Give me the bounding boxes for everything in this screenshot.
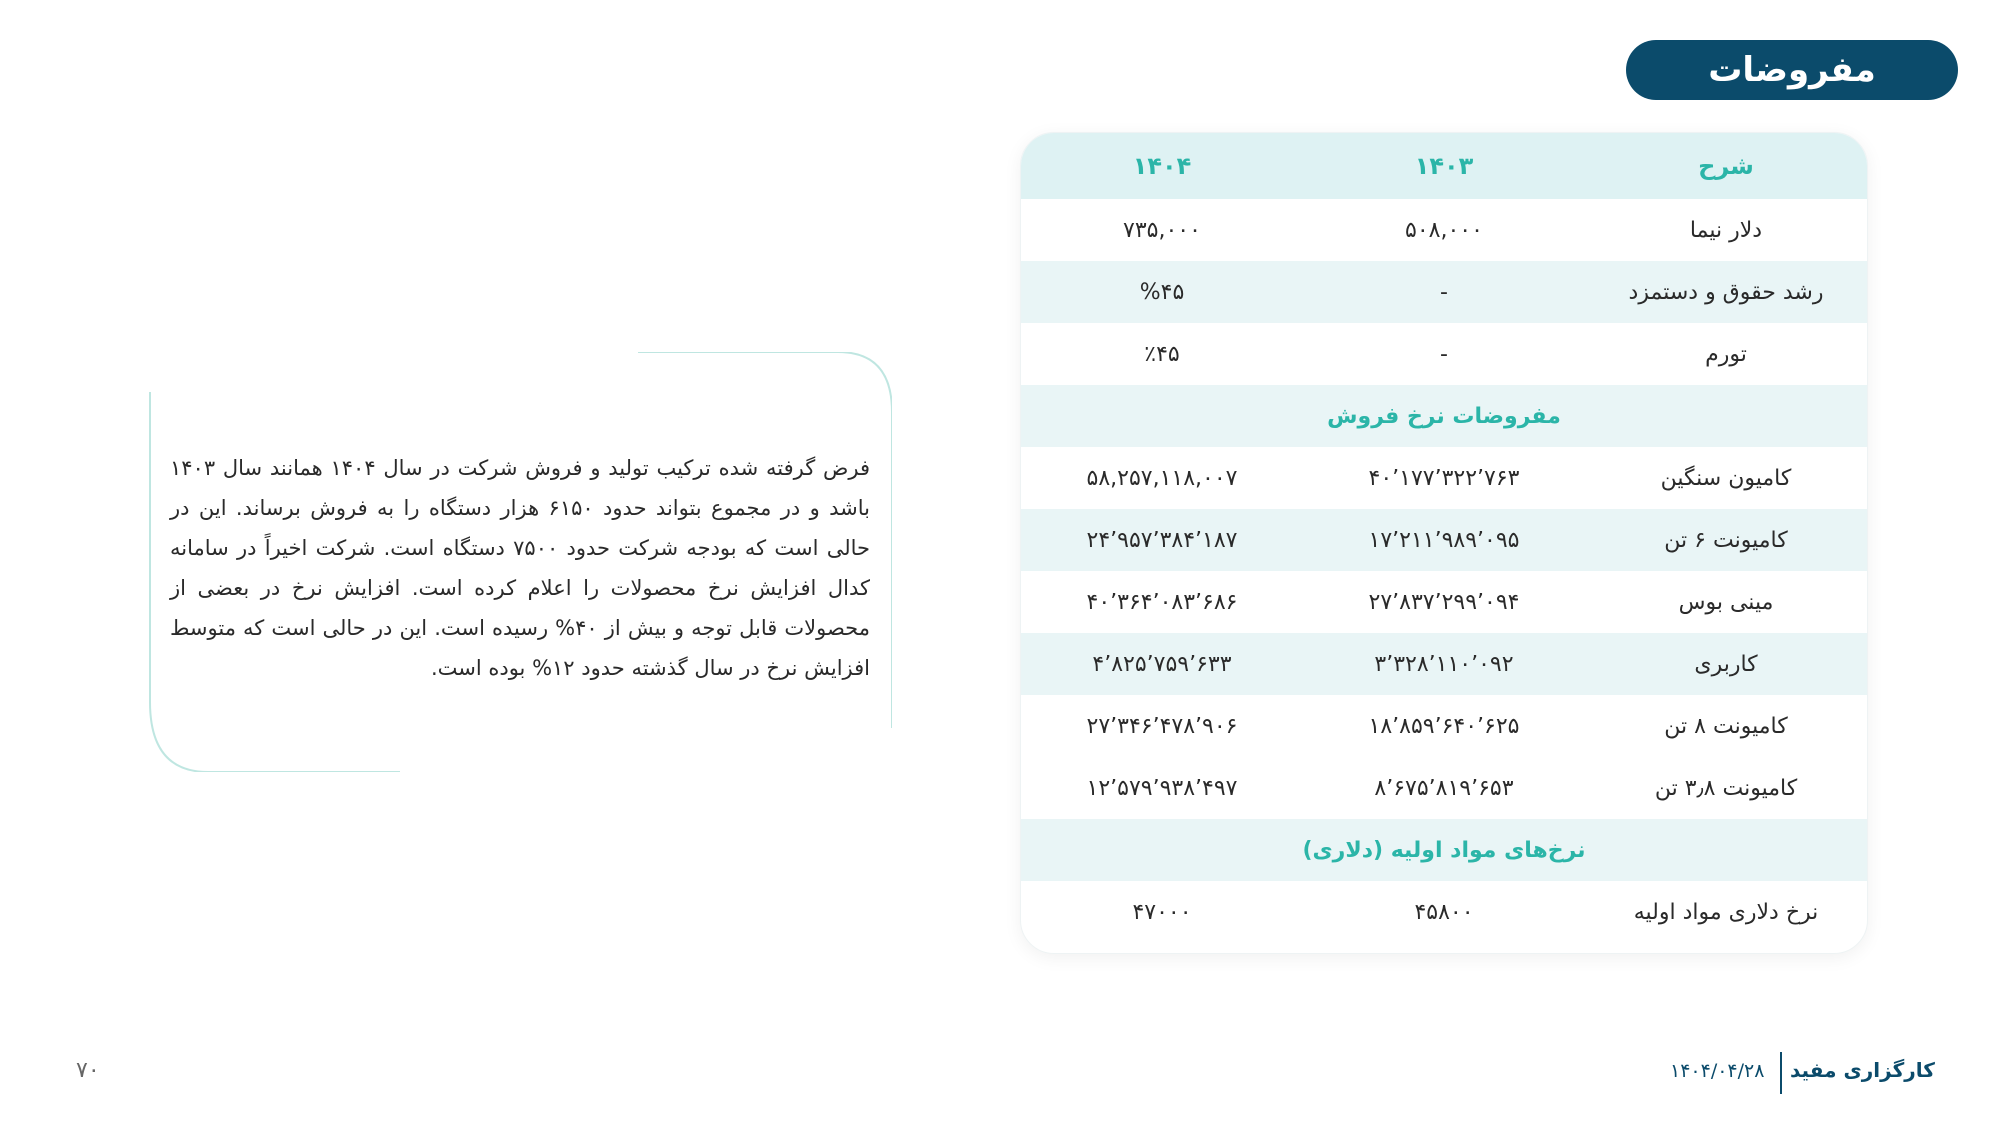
row-value-1403: ۱۸٬۸۵۹٬۶۴۰٬۶۲۵ (1368, 713, 1520, 739)
table-row (1021, 199, 1867, 261)
section-header-sales (1021, 385, 1867, 447)
row-desc: مینی بوس (1678, 589, 1774, 615)
table-row (1021, 633, 1867, 695)
row-desc: کاربری (1694, 651, 1758, 677)
row-value-1404: %۴۵ (1139, 279, 1185, 305)
row-value-1404: ۵۸,۲۵۷,۱۱۸,۰۰۷ (1086, 465, 1238, 491)
row-value-1403: ۴۰٬۱۷۷٬۳۲۲٬۷۶۳ (1368, 465, 1520, 491)
row-value-1403: ۲۷٬۸۳۷٬۲۹۹٬۰۹۴ (1368, 589, 1520, 615)
row-desc: رشد حقوق و دستمزد (1628, 279, 1824, 305)
note-text: فرض گرفته شده ترکیب تولید و فروش شرکت در سال ۱۴۰۴ همانند سال ۱۴۰۳ باشد و در مجموع بتواند حدود ۶۱۵۰ هزار دستگاه را به فروش برساند. این در حالی است که بودجه شرکت حدود ۷۵۰۰ دستگاه است. شرکت اخیراً در سامانه کدال افزایش نرخ محصولات را اعلام کرده است. افزایش نرخ در بعضی از محصولات قابل توجه و بیش از ۴۰% رسیده است. این در حالی است که متوسط افزایش نرخ در سال گذشته حدود ۱۲% بوده است. (170, 456, 870, 680)
row-desc: نرخ دلاری مواد اولیه (1633, 899, 1819, 925)
row-value-1404: ۴٬۸۲۵٬۷۵۹٬۶۳۳ (1092, 651, 1232, 677)
table-row (1021, 571, 1867, 633)
row-value-1403: - (1440, 341, 1448, 367)
header-year-1404: ۱۴۰۴ (1132, 152, 1192, 180)
note-box (148, 352, 892, 772)
row-value-1404: ۷۳۵,۰۰۰ (1123, 217, 1201, 243)
table-row (1021, 447, 1867, 509)
row-value-1404: ٪۴۵ (1144, 341, 1180, 367)
table-header-row (1021, 133, 1867, 199)
row-desc: تورم (1705, 341, 1747, 367)
table-row (1021, 757, 1867, 819)
table-row (1021, 261, 1867, 323)
row-value-1403: ۴۵۸۰۰ (1414, 899, 1474, 925)
row-desc: دلار نیما (1689, 217, 1763, 243)
row-desc: کامیونت ۳٫۸ تن (1654, 775, 1798, 801)
row-value-1404: ۲۴٬۹۵۷٬۳۸۴٬۱۸۷ (1086, 527, 1238, 553)
row-value-1404: ۴۰٬۳۶۴٬۰۸۳٬۶۸۶ (1086, 589, 1238, 615)
row-value-1404: ۱۲٬۵۷۹٬۹۳۸٬۴۹۷ (1086, 775, 1238, 801)
row-desc: کامیون سنگین (1660, 465, 1792, 491)
footer-brand: کارگزاری مفید (1790, 1058, 1935, 1082)
row-value-1404: ۲۷٬۳۴۶٬۴۷۸٬۹۰۶ (1086, 713, 1238, 739)
row-desc: کامیونت ۶ تن (1664, 527, 1788, 553)
row-desc: کامیونت ۸ تن (1664, 713, 1788, 739)
section-header-materials (1021, 819, 1867, 881)
row-value-1403: ۳٬۳۲۸٬۱۱۰٬۰۹۲ (1374, 651, 1514, 677)
row-value-1403: ۱۷٬۲۱۱٬۹۸۹٬۰۹۵ (1368, 527, 1520, 553)
table-row (1021, 323, 1867, 385)
header-desc: شرح (1698, 152, 1754, 180)
table-row (1021, 509, 1867, 571)
row-value-1403: - (1440, 279, 1448, 305)
table-row (1021, 695, 1867, 757)
header-year-1403: ۱۴۰۳ (1414, 152, 1474, 180)
footer-divider (1780, 1052, 1782, 1094)
assumptions-table (1020, 132, 1868, 954)
table-row (1021, 881, 1867, 943)
page-title: مفروضات (1626, 40, 1958, 100)
section-title: مفروضات نرخ فروش (1327, 403, 1561, 429)
row-value-1404: ۴۷۰۰۰ (1132, 899, 1192, 925)
page-number: ۷۰ (76, 1058, 100, 1083)
section-title: نرخ‌های مواد اولیه (دلاری) (1302, 837, 1586, 863)
row-value-1403: ۵۰۸,۰۰۰ (1405, 217, 1483, 243)
footer-date: ۱۴۰۴/۰۴/۲۸ (1670, 1060, 1765, 1082)
row-value-1403: ۸٬۶۷۵٬۸۱۹٬۶۵۳ (1374, 775, 1514, 801)
